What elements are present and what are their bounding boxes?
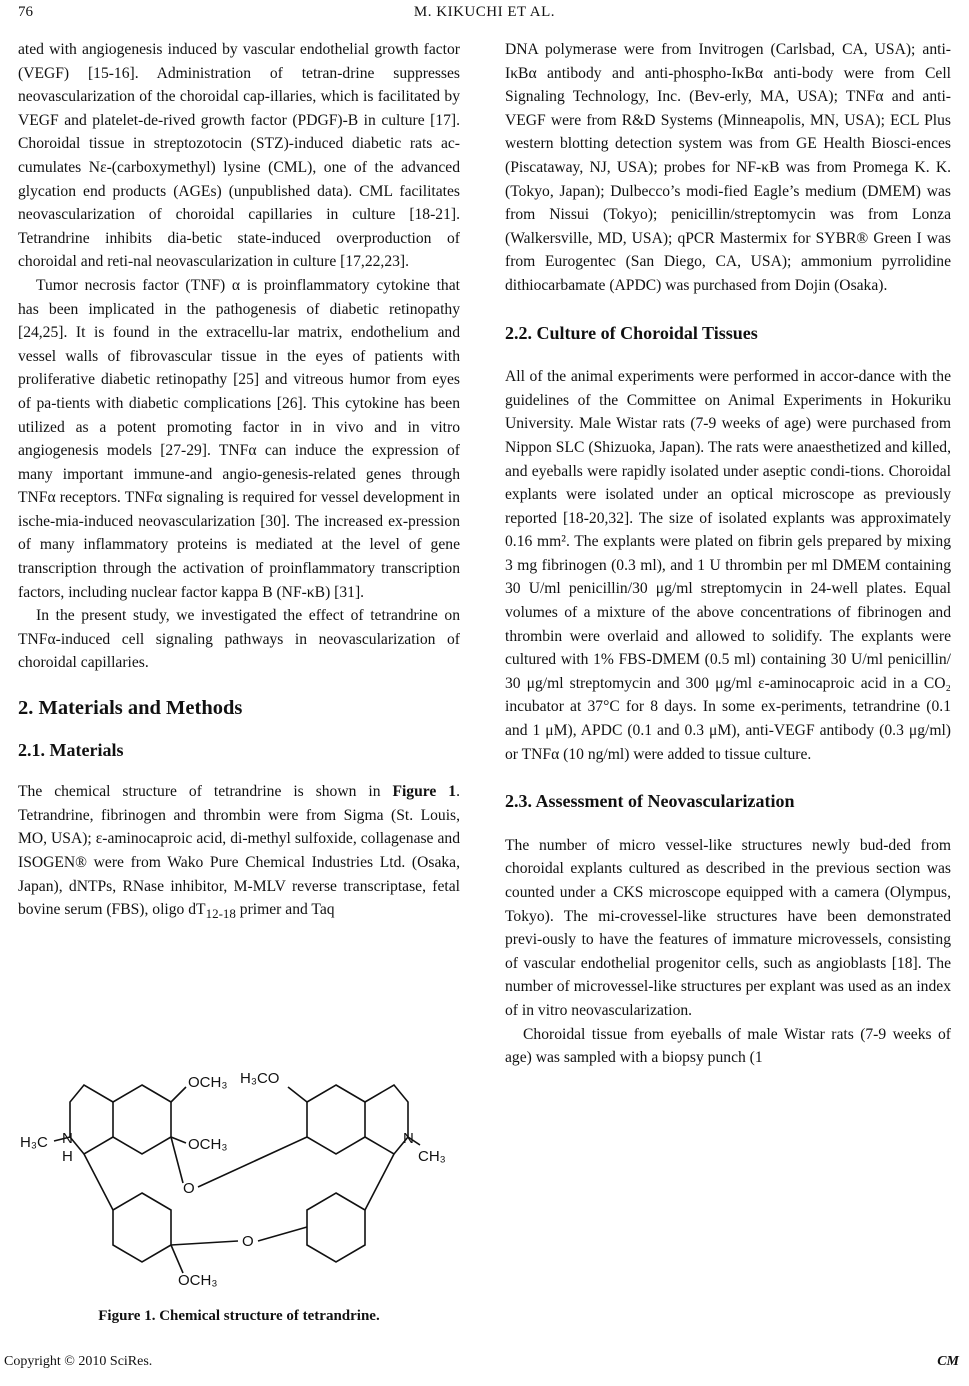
bond (365, 1154, 394, 1210)
benzene-ring (113, 1085, 171, 1154)
section-heading: 2. Materials and Methods (18, 697, 243, 720)
bond (171, 1241, 238, 1245)
paragraph: Tumor necrosis factor (TNF) α is proinflammatory cytokine that has been implicated in the pathogenesis of diabetic retinopathy [24,25]. It is found in the extracellu-lar matrix, endothelium and vessel walls of fibrovascular tissue in the eyes of patients with proliferative diabetic retinopathy [25] and vitreous humor from eyes of pa-tients with diabetic complications [26]. This cytokine has been utilized as a potent promoting factor in in vivo and in vitro angiogenesis models [27-29]. TNFα can induce the expression of many important immune-and angio-genesis-related genes through TNFα receptors. TNFα signaling is required for vessel development in ische-mia-induced neovascularization [30]. The increased ex-pression of many inflammatory proteins is mediated at the level of gene transcription through the activation of proinflammatory transcription factors, including nuclear factor kappa B (NF-κB) [31]. (18, 276, 460, 601)
methoxy-label: OCH₃ (188, 1074, 228, 1091)
tetrandrine-structure-diagram (18, 1045, 460, 1295)
bond (171, 1245, 183, 1273)
methoxy-label: H₃CO (240, 1070, 280, 1087)
nitrogen-label: N (62, 1130, 73, 1147)
heterocycle (365, 1085, 408, 1154)
benzene-ring (307, 1085, 365, 1154)
hydrogen-label: H (62, 1148, 73, 1165)
benzene-ring (113, 1193, 171, 1262)
oxygen-label: O (242, 1233, 254, 1250)
nitrogen-label: N (403, 1130, 414, 1147)
figure-caption: Figure 1. Chemical structure of tetrandrine. (98, 1308, 380, 1324)
paragraph: ated with angiogenesis induced by vascular endothelial growth factor (VEGF) [15-16]. Administration of tetran-drine suppresses neovascularization of the choroidal cap-illaries, which is facilitated by VEGF and platelet-de-rived growth factor (PDGF)-B in culture [17]. Choroidal tissue in streptozotocin (STZ)-induced diabetic rats ac-cumulates Nε-(carboxymethyl) lysine (CML), one of the advanced glycation end products (AGEs) (unpublished data). CML facilitates neovascularization of choroidal capillaries in culture [18-21]. Tetrandrine inhibits dia-betic state-induced overproduction of choroidal and reti-nal neovascularization in culture [17,22,23]. (18, 41, 460, 271)
paragraph: The number of micro vessel-like structures newly bud-ded from choroidal explants cultured as described in the previous section was counted under a CKS microscope equipped with a camera (Olympus, Tokyo). The mi-crovessel-like structures have been demonstrated previ-ously to have the features of immature microvessels, consisting of vascular endothelial progenitor cells, such as angioblasts [18]. The number of microvessel-like structures per explant was used as an index of in vitro neovascularization. (505, 836, 951, 1019)
heterocycle (70, 1085, 113, 1154)
text-run: primer and Taq (235, 901, 335, 919)
bond (171, 1137, 183, 1183)
bond (288, 1087, 307, 1102)
oxygen-label: O (183, 1180, 195, 1197)
subscript: 12-18 (205, 906, 236, 922)
paragraph: Choroidal tissue from eyeballs of male Wistar rats (7-9 weeks of age) was sampled with a biopsy punch (1 (505, 1025, 951, 1067)
methyl-label: H₃C (20, 1134, 48, 1151)
bond (84, 1154, 113, 1210)
bond (258, 1227, 307, 1241)
paragraph: DNA polymerase were from Invitrogen (Carlsbad, CA, USA); anti-IκBα antibody and anti-phospho-IκBα anti-body were from Cell Signaling Technology, Inc. (Bev-erly, MA, USA); TNFα and anti-VEGF were from R&D Systems (Minneapolis, MN, USA); ECL Plus western blotting detection system was from GE Health Biosci-ences (Piscataway, NJ, USA); probes for NF-κB was from Promega K. K. (Tokyo, Japan); Dulbecco’s modi-fied Eagle’s medium (DMEM) was from Nissui (Tokyo); penicillin/streptomycin was from Lonza (Walkersville, MD, USA); qPCR Mastermix for SYBR® Green I was from Eurogentec (San Diego, CA, USA); ammonium pyrrolidine dithiocarbamate (APDC) was purchased from Dojin (Osaka). (505, 41, 951, 294)
chemical-structure-figure (18, 1045, 460, 1295)
subsection-heading: 2.3. Assessment of Neovascularization (505, 791, 795, 812)
left-column (18, 38, 460, 926)
page-number: 76 (18, 4, 33, 20)
paragraph (18, 780, 460, 926)
subsection-heading: 2.1. Materials (18, 739, 124, 760)
paragraph: All of the animal experiments were performed in accor-dance with the guidelines of the Committee on Animal Experiments in Hokuriku University. Male Wistar rats (7-9 weeks of age) were purchased from Nippon SLC (Shizuoka, Japan). The rats were anaesthetized and killed, and eyeballs were rapidly isolated under aseptic condi-tions. Choroidal explants were isolated under an optical microscope as previously reported [18-20,32]. The size of isolated explants was approximately 0.16 mm². The explants were plated on fibrin gels prepared by mixing 3 mg fibrinogen (0.3 ml), and 1 U thrombin per ml DMEM containing 30 U/ml penicillin/30 μg/ml streptomycin in 24-well plates. Equal volumes of a mixture of the above concentrations of fibrinogen and thrombin were overlaid and allowed to solidify. The explants were cultured with 1% FBS-DMEM (0.5 ml) containing 30 U/ml penicillin/ 30 μg/ml streptomycin and 300 μg/ml ε-aminocaproic acid in a CO₂ incubator at 37°C for 8 days. In some ex-periments, tetrandrine (0.1 and 1 μM), APDC (0.1 and 0.3 μM), anti-VEGF antibody (0.3 μg/ml) or TNFα (10 ng/ml) were added to tissue culture. (505, 368, 951, 763)
paragraph: In the present study, we investigated the effect of tetrandrine on TNFα-induced cell signaling pathways in neovascularization of choroidal capillaries. (18, 607, 460, 672)
bond (171, 1087, 186, 1102)
running-head: M. KIKUCHI ET AL. (413, 4, 556, 20)
methyl-label: CH₃ (418, 1148, 446, 1165)
right-column (505, 38, 951, 1070)
benzene-ring (307, 1193, 365, 1262)
journal-abbreviation: CM (937, 1354, 959, 1369)
subsection-heading: 2.2. Culture of Choroidal Tissues (505, 322, 758, 343)
text-run: . Tetrandrine, fibrinogen and thrombin were from Sigma (St. Louis, MO, USA); ε-aminocaproic acid, di-methyl sulfoxide, collagenase and ISOGEN® were from Wako Pure Chemical Industries Ltd. (Osaka, Japan), dNTPs, RNase inhibitor, M-MLV reverse transcriptase, fetal bovine serum (FBS), oligo dT (18, 783, 460, 919)
bond (171, 1137, 186, 1143)
text-run: The chemical structure of tetrandrine is shown in (18, 783, 393, 801)
methoxy-label: OCH₃ (178, 1272, 218, 1289)
methoxy-label: OCH₃ (188, 1136, 228, 1153)
copyright-notice: Copyright © 2010 SciRes. (4, 1354, 153, 1369)
figure-reference: Figure 1 (392, 783, 457, 801)
